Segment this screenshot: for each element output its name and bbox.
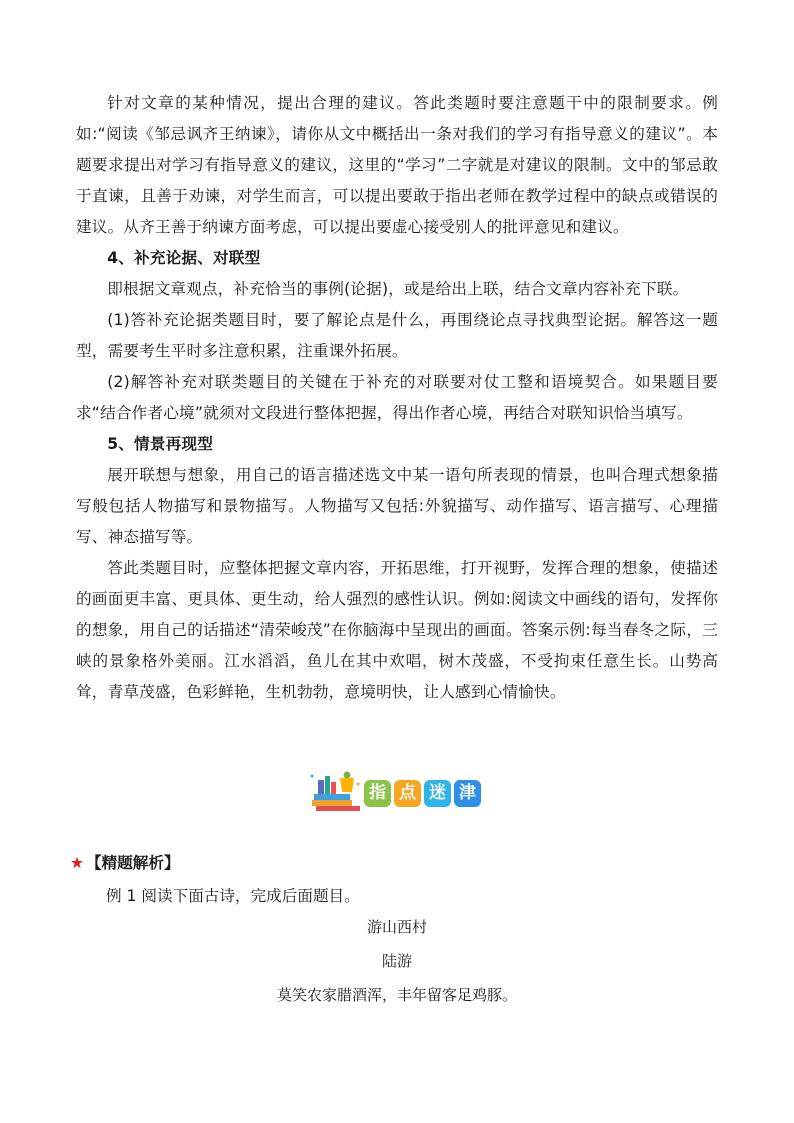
paragraph-suggestion: 针对文章的某种情况，提出合理的建议。答此类题时要注意题干中的限制要求。例如:“阅读《邹忌讽齐王纳谏》，请你从文中概括出一条对我们的学习有指导意义的建议”。本题要求提出对学习有指导意义的建议，这里的“学习”二字就是对建议的限制。文中的邹忌敢于直谏，且善于劝谏，对学生而言，可以提出要敢于指出老师在教学过程中的缺点或错误的建议。从齐王善于纳谏方面考虑，可以提出要虚心接受别人的批评意见和建议。 [76, 94, 718, 236]
banner-char-4: 津 [454, 780, 481, 807]
example-prompt: 例 1 阅读下面古诗，完成后面题目。 [106, 887, 360, 905]
books-illustration-icon [308, 770, 364, 814]
paragraph-scene-intro: 展开联想与想象，用自己的语言描述选文中某一语句所表现的情景，也叫合理式想象描写般包括人物描写和景物描写。人物描写又包括:外貌描写、动作描写、语言描写、心理描写、神态描写等。 [76, 466, 718, 546]
paragraph-scene-example: 答此类题目时，应整体把握文章内容，开拓思维，打开视野，发挥合理的想象，使描述的画面更丰富、更具体、更生动，给人强烈的感性认识。例如:阅读文中画线的语句，发挥你的想象，用自己的话描述“清荣峻茂”在你脑海中呈现出的画面。答案示例:每当春冬之际，三峡的景象格外美丽。江水滔滔，鱼儿在其中欢唱，树木茂盛，不受拘束任意生长。山势高耸，青草茂盛，色彩鲜艳，生机勃勃，意境明快，让人感到心情愉快。 [76, 559, 718, 701]
paragraph-supplement-evidence: (1)答补充论据类题目时，要了解论点是什么，再围绕论点寻找典型论据。解答这一题型，需要考生平时多注意积累，注重课外拓展。 [76, 311, 718, 360]
paragraph-supplement-intro: 即根据文章观点，补充恰当的事例(论据)，或是给出上联，结合文章内容补充下联。 [107, 280, 689, 298]
section-heading [70, 851, 180, 873]
banner-char-3: 迷 [424, 780, 451, 807]
body-text [76, 88, 718, 708]
paragraph-supplement-couplet: (2)解答补充对联类题目的关键在于补充的对联要对仗工整和语境契合。如果题目要求“结合作者心境”就须对文段进行整体把握，得出作者心境，再结合对联知识恰当填写。 [76, 373, 718, 422]
poem-author: 陆游 [381, 952, 412, 970]
poem-line: 莫笑农家腊酒浑，丰年留客足鸡豚。 [276, 986, 517, 1004]
heading-supplement-couplet: 4、补充论据、对联型 [107, 249, 261, 267]
banner-char-2: 点 [394, 780, 421, 807]
poem-title: 游山西村 [366, 918, 427, 936]
tips-banner [308, 770, 488, 814]
heading-scene-recreation: 5、情景再现型 [107, 435, 214, 453]
tips-banner-chars [364, 780, 481, 807]
star-icon: ★ [70, 854, 84, 872]
section-title: 【精题解析】 [85, 854, 180, 872]
banner-char-1: 指 [364, 780, 391, 807]
